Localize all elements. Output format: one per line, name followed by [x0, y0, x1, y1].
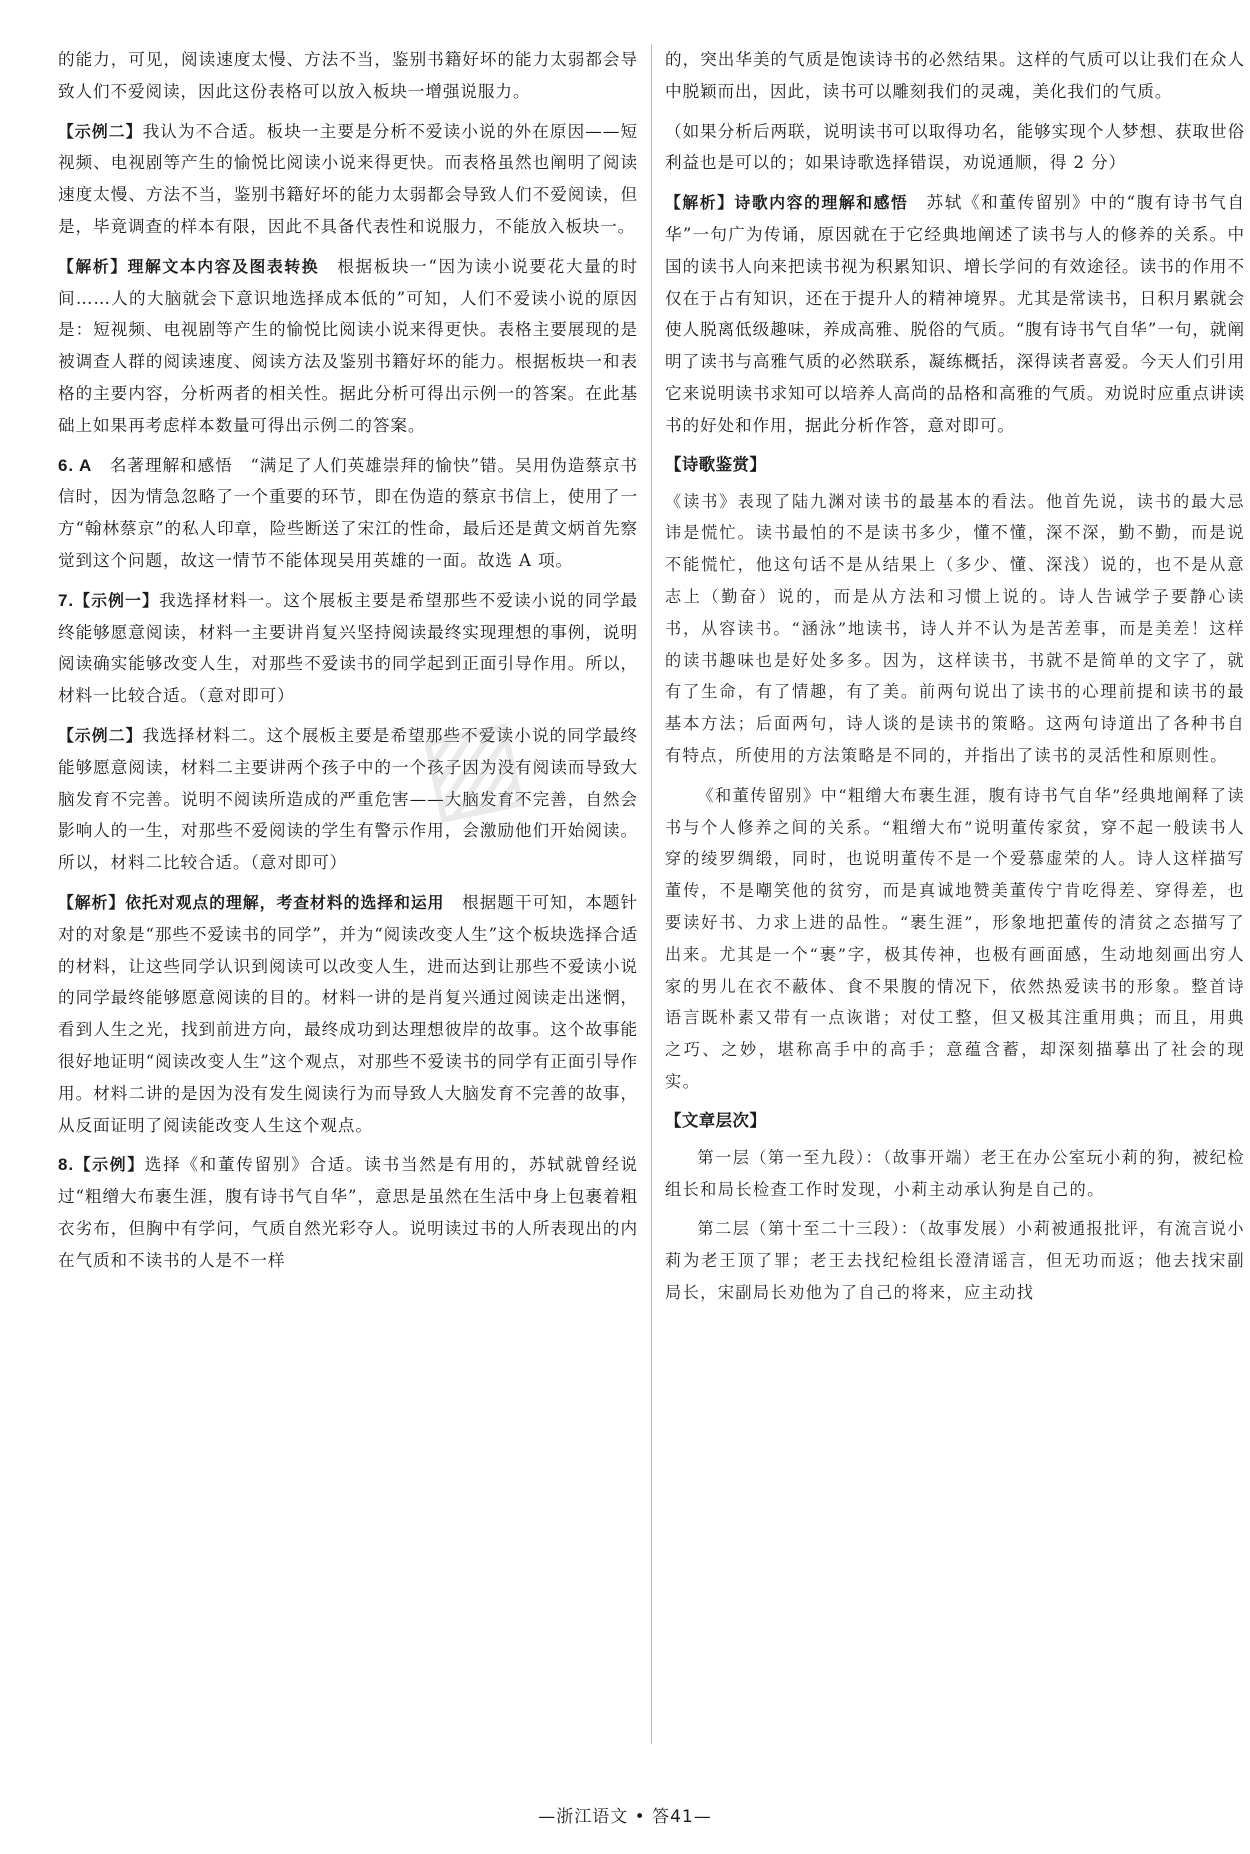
- right-paragraph: [665, 780, 1245, 1098]
- left-paragraph: [58, 251, 638, 442]
- paragraph-text: 《读书》表现了陆九渊对读书的最基本的看法。他首先说，读书的最大忌讳是慌忙。读书最怕的不是读书多少，懂不懂，深不深，勤不勤，而是说不能慌忙，他这句话不是从结果上（多少、懂、深浅）说的，也不是从意志上（勤奋）说的，而是从方法和习惯上说的。诗人告诫学子要静心读书，从容读书。“涵泳”地读书，诗人并不认为是苦差事，而是美差！这样的读书趣味也是好处多多。因为，这样读书，书就不是简单的文字了，就有了生命，有了情趣，有了美。前两句说出了读书的心理前提和读书的最基本方法；后面两句，诗人谈的是读书的策略。这两句诗道出了各种书自有特点，所使用的方法策略是不同的，并指出了读书的灵活性和原则性。: [665, 491, 1245, 765]
- answer-tag: 【示例】: [73, 1155, 145, 1175]
- paragraph-text: 的，突出华美的气质是饱读诗书的必然结果。这样的气质可以让我们在众人中脱颖而出，因此，读书可以雕刻我们的灵魂，美化我们的气质。: [665, 50, 1245, 101]
- right-paragraph: [665, 1213, 1245, 1308]
- right-paragraph: [665, 44, 1245, 108]
- paragraph-text: 我选择材料一。这个展板主要是希望那些不爱读小说的同学最终能够愿意阅读，材料一主要讲肖复兴坚持阅读最终实现理想的事例，说明阅读确实能够改变人生，对那些不爱读书的同学起到正面引导作用。所以，材料一比较合适。（意对即可）: [58, 590, 638, 706]
- section-heading: 【文章层次】: [665, 1110, 767, 1130]
- paragraph-text: 第一层（第一至九段）：（故事开端）老王在办公室玩小莉的狗，被纪检组长和局长检查工作时发现，小莉主动承认狗是自己的。: [665, 1147, 1245, 1199]
- left-paragraph: [58, 450, 638, 577]
- right-paragraph: [665, 486, 1245, 772]
- section-heading: 【诗歌鉴赏】: [665, 454, 767, 474]
- question-number: 6. A: [58, 455, 93, 475]
- paragraph-text: 选择《和董传留别》合适。读书当然是有用的，苏轼就曾经说过“粗缯大布裹生涯，腹有诗书气自华”，意思是虽然在生活中身上包裹着粗衣劣布，但胸中有学问，气质自然光彩夺人。说明读过书的人所表现出的内在气质和不读书的人是不一样: [58, 1155, 638, 1270]
- right-paragraph: [665, 116, 1245, 180]
- question-number: 7.: [58, 590, 74, 610]
- paragraph-text: （如果分析后两联，说明读书可以取得功名，能够实现个人梦想、获取世俗利益也是可以的；如果诗歌选择错误，劝说通顺，得 2 分）: [665, 121, 1245, 173]
- question-number: 8.: [58, 1155, 74, 1175]
- left-paragraph: [58, 1149, 638, 1276]
- right-paragraph: [665, 187, 1245, 441]
- page-footer: —浙江语文 • 答41—: [538, 1807, 712, 1827]
- left-paragraph: [58, 585, 638, 712]
- paragraph-text: 的能力，可见，阅读速度太慢、方法不当，鉴别书籍好坏的能力太弱都会导致人们不爱阅读，因此这份表格可以放入板块一增强说服力。: [58, 50, 638, 101]
- left-column: [58, 44, 638, 1284]
- answer-tag: 【示例二】: [58, 121, 143, 141]
- paragraph-text: 我选择材料二。这个展板主要是希望那些不爱读小说的同学最终能够愿意阅读，材料二主要讲两个孩子中的一个孩子因为没有阅读而导致大脑发育不完善。说明不阅读所造成的严重危害——大脑发育不完善，自然会影响人的一生，对那些不爱阅读的学生有警示作用，会激励他们开始阅读。所以，材料二比较合适。（意对即可）: [58, 725, 638, 873]
- watermark-left: ▨: [407, 690, 537, 838]
- left-paragraph: [58, 116, 638, 243]
- paragraph-text: 第二层（第十至二十三段）：（故事发展）小莉被通报批评，有流言说小莉为老王顶了罪；老王去找纪检组长澄清谣言，但无功而返；他去找宋副局长，宋副局长劝他为了自己的将来，应主动找: [665, 1219, 1245, 1302]
- answer-tag: 【示例二】: [58, 725, 143, 745]
- left-paragraph: [58, 887, 638, 1141]
- paragraph-text: 我认为不合适。板块一主要是分析不爱读小说的外在原因——短视频、电视剧等产生的愉悦比阅读小说来得更快。而表格虽然也阐明了阅读速度太慢、方法不当，鉴别书籍好坏的能力太弱都会导致人们不爱阅读，但是，毕竟调查的样本有限，因此不具备代表性和说服力，不能放入板块一。: [58, 121, 638, 236]
- left-paragraph: [58, 720, 638, 879]
- answer-tag: 【示例一】: [73, 590, 160, 610]
- left-paragraph: [58, 44, 638, 108]
- right-column: [665, 44, 1245, 1317]
- right-paragraph: [665, 1142, 1245, 1206]
- paragraph-text: 苏轼《和董传留别》中的“腹有诗书气自华”一句广为传诵，原因就在于它经典地阐述了读书与人的修养的关系。中国的读书人向来把读书视为积累知识、增长学问的有效途径。读书的作用不仅在于占有知识，还在于提升人的精神境界。尤其是常读书，日积月累就会使人脱离低级趣味，养成高雅、脱俗的气质。“腹有诗书气自华”一句，就阐明了读书与高雅气质的必然联系，凝练概括，深得读者喜爱。今天人们引用它来说明读书求知可以培养人高尚的品格和高雅的气质。劝说时应重点讲读书的好处和作用，据此分析作答，意对即可。: [665, 193, 1245, 435]
- paragraph-text: 根据板块一“因为读小说要花大量的时间……人的大脑就会下意识地选择成本低的”可知，人们不爱读小说的原因是：短视频、电视剧等产生的愉悦比阅读小说来得更快。表格主要展现的是被调查人群的阅读速度、阅读方法及鉴别书籍好坏的能力。根据板块一和表格的主要内容，分析两者的相关性。据此分析可得出示例一的答案。在此基础上如果再考虑样本数量可得出示例二的答案。: [58, 256, 638, 435]
- answer-tag: 【解析】诗歌内容的理解和感悟: [665, 193, 909, 213]
- paragraph-text: 名著理解和感悟 “满足了人们英雄崇拜的愉快”错。吴用伪造蔡京书信时，因为情急忽略了一个重要的环节，即在伪造的蔡京书信上，使用了一方“翰林蔡京”的私人印章，险些断送了宋江的性命，最后还是黄文炳首先察觉到这个问题，故这一情节不能体现吴用英雄的一面。故选 A 项。: [58, 455, 638, 570]
- paragraph-text: 《和董传留别》中“粗缯大布裹生涯，腹有诗书气自华”经典地阐释了读书与个人修养之间的关系。“粗缯大布”说明董传家贫，穿不起一般读书人穿的绫罗绸缎，同时，也说明董传不是一个爱慕虚荣的人。诗人这样描写董传，不是嘲笑他的贫穷，而是真诚地赞美董传宁肯吃得差、穿得差，也要读好书、力求上进的品性。“裹生涯”，形象地把董传的清贫之态描写了出来。尤其是一个“裹”字，极其传神，也极有画面感，生动地刻画出穷人家的男儿在衣不蔽体、食不果腹的情况下，依然热爱读书的形象。整首诗语言既朴素又带有一点诙谐；对仗工整，但又极其注重用典；而且，用典之巧、之妙，堪称高手中的高手；意蕴含蓄，却深刻描摹出了社会的现实。: [665, 785, 1245, 1091]
- answer-tag: 【解析】依托对观点的理解，考查材料的选择和运用: [58, 892, 445, 912]
- answer-tag: 【解析】理解文本内容及图表转换: [58, 256, 320, 276]
- paragraph-text: 根据题干可知，本题针对的对象是“那些不爱读书的同学”，并为“阅读改变人生”这个板块选择合适的材料，让这些同学认识到阅读可以改变人生，进而达到让那些不爱读小说的同学最终能够愿意阅读的目的。材料一讲的是肖复兴通过阅读走出迷惘，看到人生之光，找到前进方向，最终成功到达理想彼岸的故事。这个故事能很好地证明“阅读改变人生”这个观点，对那些不爱读书的同学有正面引导作用。材料二讲的是因为没有发生阅读行为而导致人大脑发育不完善的故事，从反面证明了阅读能改变人生这个观点。: [58, 892, 639, 1135]
